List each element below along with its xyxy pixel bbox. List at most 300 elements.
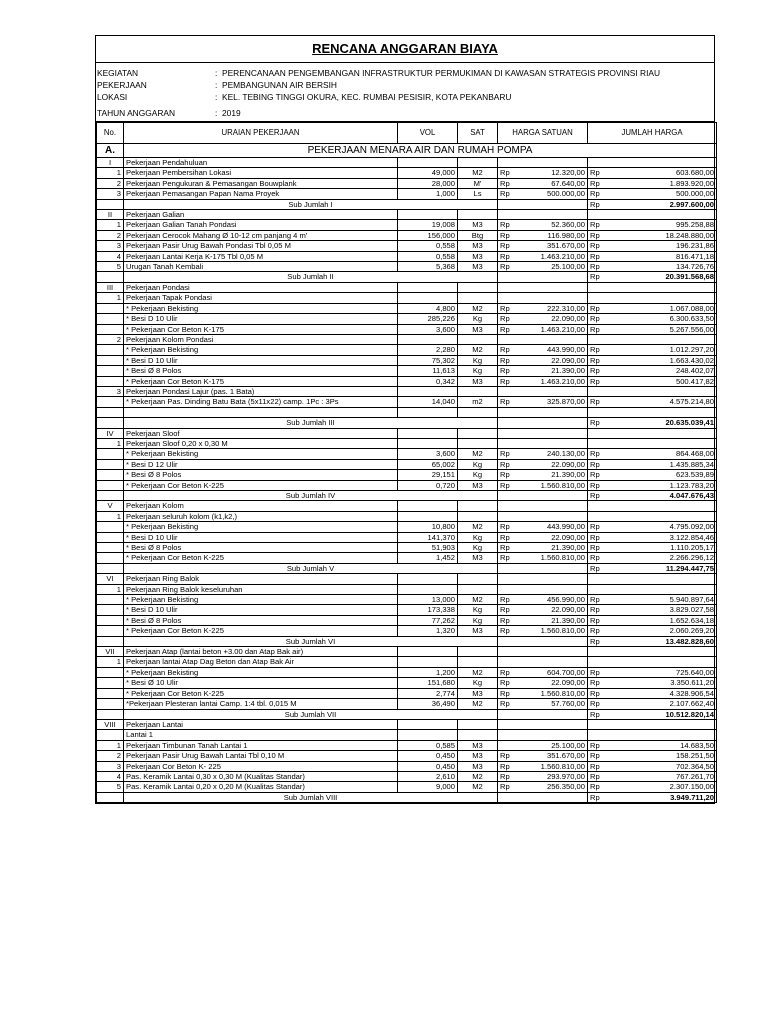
unit-price-cell xyxy=(498,595,588,605)
group-row xyxy=(97,210,717,220)
table-row xyxy=(97,449,717,459)
subtotal-amount: 10.512.820,14 xyxy=(665,709,714,719)
item-unit: M3 xyxy=(458,251,498,261)
item-number xyxy=(97,324,124,334)
item-unit: M2 xyxy=(458,303,498,313)
subtotal-row xyxy=(97,272,717,282)
amount-cell xyxy=(588,158,717,168)
table-row xyxy=(97,470,717,480)
item-description: Pekerjaan Lantai Kerja K-175 Tbl 0,05 M xyxy=(124,251,398,261)
item-volume: 0,720 xyxy=(398,480,458,490)
table-row xyxy=(97,751,717,761)
item-description: Urugan Tanah Kembali xyxy=(124,262,398,272)
table-row xyxy=(97,511,717,521)
amount: 500.417,82 xyxy=(675,376,714,386)
table-row xyxy=(97,532,717,542)
subtotal-row xyxy=(97,490,717,500)
info-value: 2019 xyxy=(222,108,241,118)
item-number xyxy=(97,553,124,563)
amount-cell xyxy=(588,667,717,677)
unit-price: 22.090,00 xyxy=(551,605,585,615)
item-description: * Besi Ø 8 Polos xyxy=(124,366,398,376)
item-description: * Pekerjaan Bekisting xyxy=(124,522,398,532)
unit-price: 12.320,00 xyxy=(551,168,585,178)
empty-cell xyxy=(97,407,124,417)
group-row xyxy=(97,158,717,168)
amount-cell xyxy=(588,626,717,636)
item-description: Pekerjaan Atap (lantai beton +3.00 dan Atap Bak air) xyxy=(124,647,398,657)
item-description: Pekerjaan Pengukuran & Pemasangan Bouwplank xyxy=(124,178,398,188)
currency-label: Rp xyxy=(500,532,510,542)
item-volume: 77,262 xyxy=(398,615,458,625)
subtotal-amount-cell xyxy=(588,636,717,646)
item-number: VI xyxy=(97,574,124,584)
amount-cell xyxy=(588,678,717,688)
unit-price: 443.990,00 xyxy=(546,345,585,355)
item-number xyxy=(97,345,124,355)
unit-price: 1.463.210,00 xyxy=(540,376,585,386)
currency-label: Rp xyxy=(590,168,600,178)
item-unit: Kg xyxy=(458,355,498,365)
item-number xyxy=(97,615,124,625)
unit-price: 22.090,00 xyxy=(551,355,585,365)
unit-price: 500.000,00 xyxy=(546,189,585,199)
table-row xyxy=(97,438,717,448)
item-volume: 151,680 xyxy=(398,678,458,688)
currency-label: Rp xyxy=(590,397,600,407)
item-number: 5 xyxy=(97,262,124,272)
unit-price-cell xyxy=(498,511,588,521)
subtotal-label: Sub Jumlah V xyxy=(124,563,498,573)
item-number xyxy=(97,480,124,490)
unit-price: 52.360,00 xyxy=(551,220,585,230)
unit-price-cell xyxy=(498,699,588,709)
item-unit: M3 xyxy=(458,740,498,750)
unit-price-cell xyxy=(498,158,588,168)
item-unit: M2 xyxy=(458,771,498,781)
currency-label: Rp xyxy=(590,199,600,209)
item-number xyxy=(97,688,124,698)
table-row xyxy=(97,355,717,365)
currency-label: Rp xyxy=(590,418,600,428)
item-volume: 156,000 xyxy=(398,230,458,240)
item-description: * Besi D 10 Ulir xyxy=(124,355,398,365)
currency-label: Rp xyxy=(590,678,600,688)
unit-price-cell xyxy=(498,459,588,469)
unit-price-cell xyxy=(498,293,588,303)
currency-label: Rp xyxy=(590,470,600,480)
subtotal-currency-cell xyxy=(498,418,588,428)
subtotal-currency-cell xyxy=(498,199,588,209)
info-key: PEKERJAAN xyxy=(97,80,147,90)
unit-price-cell xyxy=(498,241,588,251)
unit-price: 67.640,00 xyxy=(551,178,585,188)
info-row-lokasi xyxy=(97,91,714,103)
currency-label: Rp xyxy=(500,761,510,771)
table-row xyxy=(97,595,717,605)
item-number: 1 xyxy=(97,438,124,448)
section-row xyxy=(97,144,717,158)
amount-cell xyxy=(588,345,717,355)
item-description: Pekerjaan Sloof xyxy=(124,428,398,438)
item-number: V xyxy=(97,501,124,511)
amount: 3.122.854,46 xyxy=(669,532,714,542)
item-unit: M2 xyxy=(458,667,498,677)
subtotal-row xyxy=(97,199,717,209)
item-description: Pekerjaan Cerocok Mahang Ø 10-12 cm panjang 4 m' xyxy=(124,230,398,240)
currency-label: Rp xyxy=(500,324,510,334)
item-volume: 13,000 xyxy=(398,595,458,605)
table-row xyxy=(97,771,717,781)
table-row xyxy=(97,688,717,698)
currency-label: Rp xyxy=(500,314,510,324)
unit-price: 351.670,00 xyxy=(546,241,585,251)
amount-cell xyxy=(588,647,717,657)
table-row xyxy=(97,376,717,386)
amount: 14.683,50 xyxy=(680,740,714,750)
unit-price: 22.090,00 xyxy=(551,532,585,542)
item-volume xyxy=(398,719,458,729)
item-unit: Kg xyxy=(458,615,498,625)
currency-label: Rp xyxy=(590,272,600,282)
currency-label: Rp xyxy=(500,459,510,469)
item-number: 1 xyxy=(97,220,124,230)
unit-price-cell xyxy=(498,667,588,677)
item-description: Pekerjaan Kolom xyxy=(124,501,398,511)
header-sat: SAT xyxy=(458,123,498,144)
amount-cell xyxy=(588,543,717,553)
unit-price-cell xyxy=(498,386,588,396)
empty-cell xyxy=(588,407,717,417)
item-number: 2 xyxy=(97,230,124,240)
item-unit: M2 xyxy=(458,345,498,355)
item-description: *Pekerjaan Plesteran lantai Camp. 1:4 tbl. 0,015 M xyxy=(124,699,398,709)
amount-cell xyxy=(588,595,717,605)
item-description: Pekerjaan Ring Balok xyxy=(124,574,398,584)
item-volume: 51,903 xyxy=(398,543,458,553)
unit-price-cell xyxy=(498,303,588,313)
subtotal-label: Sub Jumlah VII xyxy=(124,709,498,719)
item-unit: M3 xyxy=(458,220,498,230)
currency-label: Rp xyxy=(500,376,510,386)
no-cell xyxy=(97,709,124,719)
item-unit: Kg xyxy=(458,605,498,615)
item-volume: 75,302 xyxy=(398,355,458,365)
table-row xyxy=(97,553,717,563)
currency-label: Rp xyxy=(590,532,600,542)
unit-price-cell xyxy=(498,782,588,792)
unit-price-cell xyxy=(498,740,588,750)
info-value: PERENCANAAN PENGEMBANGAN INFRASTRUKTUR PERMUKIMAN DI KAWASAN STRATEGIS PROVINSI RIAU xyxy=(222,68,661,78)
unit-price-cell xyxy=(498,626,588,636)
item-volume xyxy=(398,501,458,511)
group-row xyxy=(97,428,717,438)
item-unit xyxy=(458,730,498,740)
item-volume: 1,452 xyxy=(398,553,458,563)
unit-price: 443.990,00 xyxy=(546,522,585,532)
currency-label: Rp xyxy=(500,449,510,459)
item-volume: 1,200 xyxy=(398,667,458,677)
item-volume: 2,280 xyxy=(398,345,458,355)
item-description: * Besi D 10 Ulir xyxy=(124,314,398,324)
item-unit: M2 xyxy=(458,782,498,792)
item-unit: M3 xyxy=(458,761,498,771)
item-number: 3 xyxy=(97,761,124,771)
unit-price-cell xyxy=(498,397,588,407)
unit-price-cell xyxy=(498,314,588,324)
amount-cell xyxy=(588,334,717,344)
subtotal-label: Sub Jumlah I xyxy=(124,199,498,209)
amount: 1.110.205,17 xyxy=(670,543,714,553)
currency-label: Rp xyxy=(590,771,600,781)
unit-price-cell xyxy=(498,355,588,365)
amount: 1.123.783,20 xyxy=(669,480,714,490)
amount: 500.000,00 xyxy=(675,189,714,199)
subtotal-currency-cell xyxy=(498,636,588,646)
currency-label: Rp xyxy=(590,241,600,251)
item-description: Pekerjaan Ring Balok keseluruhan xyxy=(124,584,398,594)
item-unit xyxy=(458,657,498,667)
amount-cell xyxy=(588,751,717,761)
unit-price-cell xyxy=(498,532,588,542)
item-description: Pekerjaan Pendahuluan xyxy=(124,158,398,168)
item-unit xyxy=(458,158,498,168)
amount-cell xyxy=(588,438,717,448)
unit-price-cell xyxy=(498,647,588,657)
item-unit: Kg xyxy=(458,470,498,480)
table-row xyxy=(97,543,717,553)
item-unit xyxy=(458,334,498,344)
table-row xyxy=(97,334,717,344)
table-row xyxy=(97,303,717,313)
unit-price-cell xyxy=(498,470,588,480)
amount: 134.726,76 xyxy=(675,262,714,272)
item-unit: Btg xyxy=(458,230,498,240)
subtotal-amount: 11.294.447,75 xyxy=(665,563,714,573)
unit-price-cell xyxy=(498,480,588,490)
amount-cell xyxy=(588,459,717,469)
item-description: * Pekerjaan Cor Beton K-225 xyxy=(124,626,398,636)
currency-label: Rp xyxy=(590,303,600,313)
subtotal-row xyxy=(97,709,717,719)
group-row xyxy=(97,574,717,584)
item-description: * Pekerjaan Cor Beton K-225 xyxy=(124,688,398,698)
item-number: III xyxy=(97,282,124,292)
item-description: * Pekerjaan Bekisting xyxy=(124,449,398,459)
unit-price-cell xyxy=(498,230,588,240)
item-volume: 49,000 xyxy=(398,168,458,178)
item-number xyxy=(97,397,124,407)
item-description: Pekerjaan Pembersihan Lokasi xyxy=(124,168,398,178)
item-description: * Pekerjaan Cor Beton K-225 xyxy=(124,553,398,563)
amount-cell xyxy=(588,782,717,792)
item-unit: Kg xyxy=(458,366,498,376)
item-number: II xyxy=(97,210,124,220)
currency-label: Rp xyxy=(590,709,600,719)
amount: 1.663.430,02 xyxy=(669,355,714,365)
table-row xyxy=(97,657,717,667)
amount-cell xyxy=(588,303,717,313)
table-row xyxy=(97,459,717,469)
unit-price: 21.390,00 xyxy=(551,470,585,480)
document-title: RENCANA ANGGARAN BIAYA xyxy=(96,36,714,63)
currency-label: Rp xyxy=(590,636,600,646)
table-row xyxy=(97,189,717,199)
amount-cell xyxy=(588,511,717,521)
item-unit: M2 xyxy=(458,595,498,605)
subtotal-amount-cell xyxy=(588,563,717,573)
currency-label: Rp xyxy=(590,667,600,677)
item-volume xyxy=(398,428,458,438)
unit-price: 1.560.810,00 xyxy=(540,626,585,636)
currency-label: Rp xyxy=(590,595,600,605)
table-row xyxy=(97,241,717,251)
item-volume: 0,450 xyxy=(398,751,458,761)
amount-cell xyxy=(588,366,717,376)
empty-cell xyxy=(124,407,398,417)
item-number: 2 xyxy=(97,751,124,761)
item-description: * Besi D 10 Ulir xyxy=(124,532,398,542)
amount: 725.640,00 xyxy=(675,667,714,677)
item-description: Pekerjaan Pasir Urug Bawah Lantai Tbl 0,10 M xyxy=(124,751,398,761)
unit-price: 22.090,00 xyxy=(551,678,585,688)
unit-price-cell xyxy=(498,282,588,292)
group-row xyxy=(97,501,717,511)
subtotal-label: Sub Jumlah VI xyxy=(124,636,498,646)
info-row-tahun xyxy=(97,107,714,119)
currency-label: Rp xyxy=(500,355,510,365)
subtotal-currency-cell xyxy=(498,792,588,802)
currency-label: Rp xyxy=(590,376,600,386)
currency-label: Rp xyxy=(590,366,600,376)
item-description: * Pekerjaan Cor Beton K-225 xyxy=(124,480,398,490)
unit-price: 456.990,00 xyxy=(546,595,585,605)
amount-cell xyxy=(588,189,717,199)
table-row xyxy=(97,168,717,178)
currency-label: Rp xyxy=(500,678,510,688)
currency-label: Rp xyxy=(500,751,510,761)
table-row xyxy=(97,262,717,272)
item-unit xyxy=(458,386,498,396)
no-cell xyxy=(97,418,124,428)
item-number xyxy=(97,543,124,553)
item-description: * Besi Ø 8 Polos xyxy=(124,543,398,553)
item-volume: 19,008 xyxy=(398,220,458,230)
unit-price-cell xyxy=(498,543,588,553)
item-number xyxy=(97,730,124,740)
subtotal-currency-cell xyxy=(498,709,588,719)
no-cell xyxy=(97,563,124,573)
empty-cell xyxy=(498,407,588,417)
amount-cell xyxy=(588,605,717,615)
header-vol: VOL xyxy=(398,123,458,144)
currency-label: Rp xyxy=(500,241,510,251)
item-description: Pekerjaan Lantai xyxy=(124,719,398,729)
currency-label: Rp xyxy=(500,230,510,240)
item-volume: 0,558 xyxy=(398,241,458,251)
currency-label: Rp xyxy=(590,480,600,490)
item-volume: 36,490 xyxy=(398,699,458,709)
item-unit: M3 xyxy=(458,688,498,698)
item-volume xyxy=(398,574,458,584)
item-volume: 28,000 xyxy=(398,178,458,188)
currency-label: Rp xyxy=(590,449,600,459)
item-volume: 11,613 xyxy=(398,366,458,376)
amount: 864.468,00 xyxy=(675,449,714,459)
item-description: Pas. Keramik Lantai 0,20 x 0,20 M (Kualitas Standar) xyxy=(124,782,398,792)
amount-cell xyxy=(588,210,717,220)
unit-price: 22.090,00 xyxy=(551,314,585,324)
subtotal-amount-cell xyxy=(588,709,717,719)
table-row xyxy=(97,366,717,376)
subtotal-row xyxy=(97,636,717,646)
subtotal-currency-cell xyxy=(498,563,588,573)
item-unit xyxy=(458,282,498,292)
item-number: I xyxy=(97,158,124,168)
no-cell xyxy=(97,792,124,802)
unit-price-cell xyxy=(498,324,588,334)
amount: 2.307.150,00 xyxy=(669,782,714,792)
item-volume: 173,338 xyxy=(398,605,458,615)
unit-price-cell xyxy=(498,522,588,532)
item-number: 2 xyxy=(97,178,124,188)
currency-label: Rp xyxy=(590,563,600,573)
info-key: LOKASI xyxy=(97,92,128,102)
item-volume xyxy=(398,511,458,521)
table-row xyxy=(97,584,717,594)
amount: 1.067.088,00 xyxy=(669,303,714,313)
amount-cell xyxy=(588,262,717,272)
item-volume xyxy=(398,282,458,292)
currency-label: Rp xyxy=(590,220,600,230)
item-description: Pekerjaan lantai Atap Dag Beton dan Atap Bak Air xyxy=(124,657,398,667)
item-volume: 1,320 xyxy=(398,626,458,636)
item-description: Pekerjaan Galian xyxy=(124,210,398,220)
item-volume: 5,368 xyxy=(398,262,458,272)
item-volume: 10,800 xyxy=(398,522,458,532)
unit-price-cell xyxy=(498,168,588,178)
item-description: * Pekerjaan Cor Beton K-175 xyxy=(124,376,398,386)
amount-cell xyxy=(588,376,717,386)
table-row xyxy=(97,740,717,750)
currency-label: Rp xyxy=(590,459,600,469)
item-unit: m2 xyxy=(458,397,498,407)
item-number xyxy=(97,355,124,365)
item-number xyxy=(97,459,124,469)
info-key: KEGIATAN xyxy=(97,68,139,78)
currency-label: Rp xyxy=(500,782,510,792)
amount: 4.328.906,54 xyxy=(669,688,714,698)
unit-price: 21.390,00 xyxy=(551,366,585,376)
item-unit: Kg xyxy=(458,678,498,688)
currency-label: Rp xyxy=(590,345,600,355)
amount-cell xyxy=(588,699,717,709)
currency-label: Rp xyxy=(500,397,510,407)
item-unit xyxy=(458,428,498,438)
item-volume: 0,342 xyxy=(398,376,458,386)
item-unit xyxy=(458,511,498,521)
item-volume xyxy=(398,210,458,220)
currency-label: Rp xyxy=(500,480,510,490)
item-number xyxy=(97,522,124,532)
item-unit xyxy=(458,438,498,448)
amount: 1.893.920,00 xyxy=(669,178,714,188)
subtotal-amount-cell xyxy=(588,792,717,802)
amount-cell xyxy=(588,220,717,230)
subtotal-amount: 13.482.828,60 xyxy=(665,636,714,646)
table-row xyxy=(97,178,717,188)
amount: 3.829.027,58 xyxy=(669,605,714,615)
